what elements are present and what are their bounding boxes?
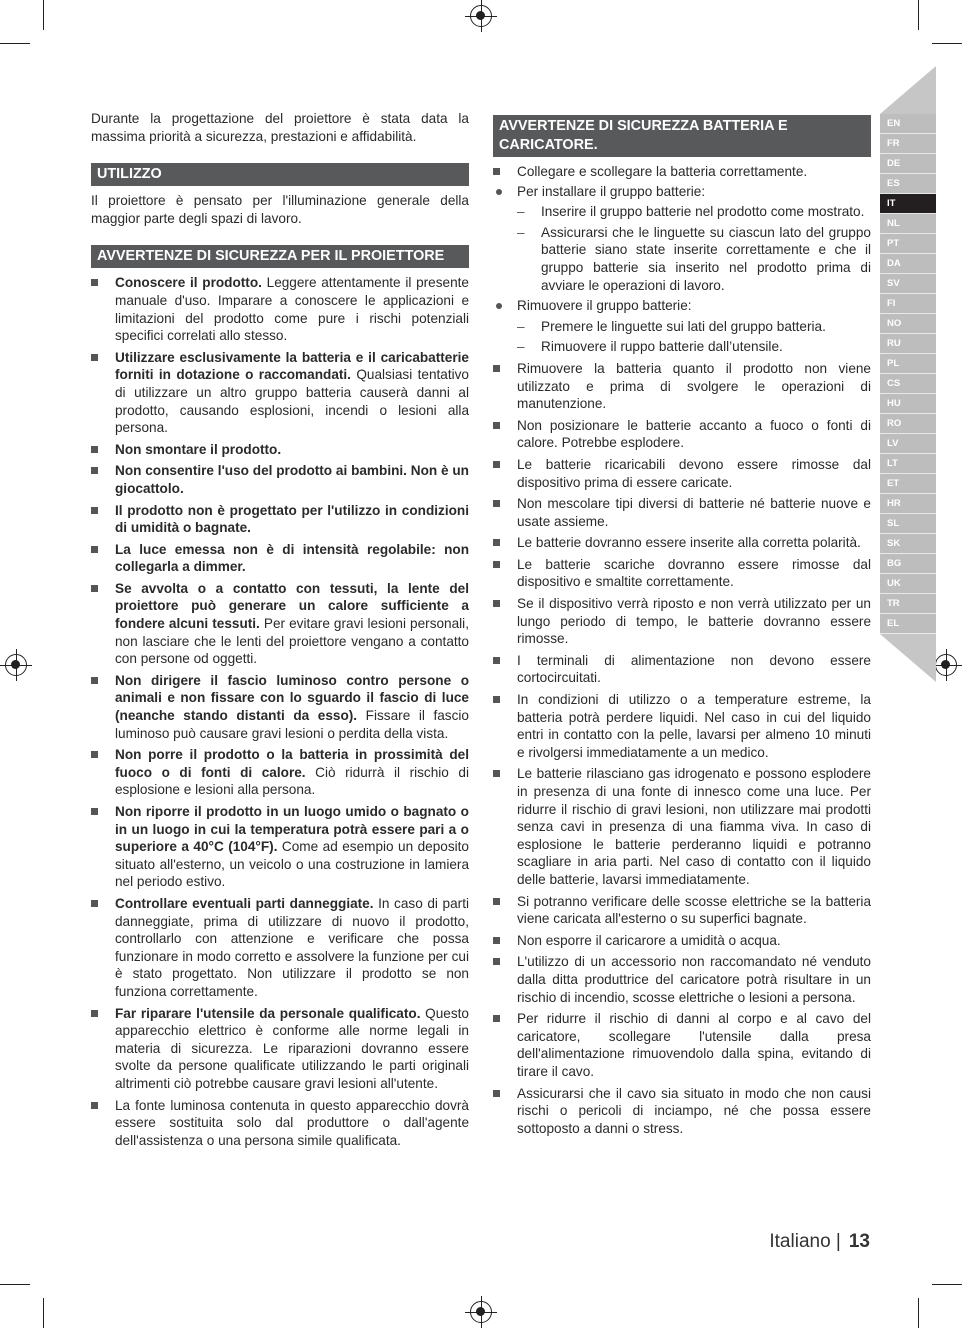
- list-item: Le batterie dovranno essere inserite alla corretta polarità.: [493, 534, 871, 552]
- language-tab-decoration: [880, 634, 936, 682]
- tab-lang-et[interactable]: ET: [880, 474, 936, 494]
- intro-paragraph: Durante la progettazione del proiettore è stata data la massima priorità a sicurezza, prestazioni e affidabilità.: [91, 111, 469, 144]
- crop-mark: [918, 1298, 919, 1328]
- list-item: Si potranno verificare delle scosse elettriche se la batteria viene caricata all'esterno o su superfici bagnate.: [493, 893, 871, 928]
- list-item: Collegare e scollegare la batteria correttamente. Per installare il gruppo batterie: – Inserire il gruppo batterie nel prodotto come mostrato. – Assicurarsi che le linguette su ciascun lato del gruppo batterie siano state inserite correttamente e che il gruppo batterie sia inserito nel prodotto prima di avviare le operazioni di lavoro. Rimuovere il gruppo batterie: – Premere le linguette sui lati del gruppo batteria. – Rimuovere il ruppo batterie dall’utensile.: [493, 163, 871, 356]
- tab-lang-ru[interactable]: RU: [880, 334, 936, 354]
- crop-mark: [0, 1284, 30, 1285]
- tab-lang-hr[interactable]: HR: [880, 494, 936, 514]
- utilizzo-heading: UTILIZZO: [91, 163, 469, 186]
- list-item: Utilizzare esclusivamente la batteria e il caricabatterie forniti in dotazione o raccomandati. Qualsiasi tentativo di utilizzare un altro gruppo batteria causerà danni al prodotto, causando esplosioni, incendi o lesioni alla persona.: [91, 349, 469, 437]
- page-footer: [769, 1231, 870, 1253]
- remove-step: – Rimuovere il ruppo batterie dall’utensile.: [517, 338, 871, 356]
- language-tab-decoration: [880, 66, 936, 114]
- tab-lang-hu[interactable]: HU: [880, 394, 936, 414]
- tab-lang-fi[interactable]: FI: [880, 294, 936, 314]
- list-item: Per ridurre il rischio di danni al corpo e al cavo del caricatore, scollegare l'utensile dalla presa dell'alimentazione rimuovendolo dalla spina, evitando di tirare il cavo.: [493, 1010, 871, 1080]
- tab-lang-da[interactable]: DA: [880, 254, 936, 274]
- battery-safety-list: [493, 163, 871, 1137]
- list-item: Non dirigere il fascio luminoso contro persone o animali e non fissare con lo sguardo il fascio di luce (neanche stando distanti da esso). Fissare il fascio luminoso può causare gravi lesioni o perdita della vista.: [91, 672, 469, 742]
- list-item: In condizioni di utilizzo o a temperature estreme, la batteria potrà perdere liquidi. Nel caso in cui del liquido entri in contatto con la pelle, lavarsi per almeno 10 minuti e rivolgersi immediatamente a un medico.: [493, 691, 871, 761]
- registration-mark-icon: [470, 1301, 492, 1323]
- tab-lang-ro[interactable]: RO: [880, 414, 936, 434]
- install-steps: [493, 203, 871, 294]
- tab-lang-bg[interactable]: BG: [880, 554, 936, 574]
- tab-lang-fr[interactable]: FR: [880, 134, 936, 154]
- crop-mark: [932, 1284, 962, 1285]
- list-item: Far riparare l'utensile da personale qualificato. Questo apparecchio elettrico è conforme alle norme legali in materia di sicurezza. Le riparazioni dovranno essere svolte da persone qualificate utilizzando le parti originali altrimenti ciò potrebbe causare gravi lesioni all'utente.: [91, 1005, 469, 1093]
- right-column: [493, 115, 871, 1141]
- tab-lang-sv[interactable]: SV: [880, 274, 936, 294]
- crop-mark: [43, 1298, 44, 1328]
- tab-lang-no[interactable]: NO: [880, 314, 936, 334]
- install-label: Per installare il gruppo batterie: – Inserire il gruppo batterie nel prodotto come mostrato. – Assicurarsi che le linguette su ciascun lato del gruppo batterie siano state inserite correttamente e che il gruppo batterie sia inserito nel prodotto prima di avviare le operazioni di lavoro.: [493, 183, 871, 295]
- remove-steps: [493, 318, 871, 356]
- tab-lang-sk[interactable]: SK: [880, 534, 936, 554]
- list-item: Assicurarsi che il cavo sia situato in modo che non causi rischi o pericoli di inciampo, né che possa essere sottoposto a danni o stress.: [493, 1085, 871, 1138]
- footer-language: Italiano |: [769, 1231, 841, 1252]
- list-item: Non mescolare tipi diversi di batterie né batterie nuove e usate assieme.: [493, 495, 871, 530]
- tab-lang-en[interactable]: EN: [880, 114, 936, 134]
- tab-lang-es[interactable]: ES: [880, 174, 936, 194]
- projector-safety-heading: AVVERTENZE DI SICUREZZA PER IL PROIETTORE: [91, 245, 469, 268]
- list-item: Il prodotto non è progettato per l'utilizzo in condizioni di umidità o bagnate.: [91, 502, 469, 537]
- utilizzo-paragraph: Il proiettore è pensato per l'illuminazione generale della maggior parte degli spazi di lavoro.: [91, 193, 469, 226]
- install-step: – Inserire il gruppo batterie nel prodotto come mostrato.: [517, 203, 871, 221]
- crop-mark: [918, 0, 919, 30]
- registration-mark-icon: [5, 654, 27, 676]
- tab-lang-it[interactable]: IT: [880, 194, 936, 214]
- list-item: Non smontare il prodotto.: [91, 441, 469, 459]
- tab-lang-de[interactable]: DE: [880, 154, 936, 174]
- list-item: Le batterie rilasciano gas idrogenato e possono esplodere in presenza di una fonte di innesco come una luce. Per ridurre il rischio di gravi lesioni, non utilizzare mai prodotti senza cavi in presenza di una fiamma viva. In caso di esplosione le batterie perderanno liquidi e potranno scagliare in aria parti. Nel caso di contatto con il liquido delle batterie, lavarsi immediatamente.: [493, 765, 871, 888]
- list-item: Rimuovere la batteria quanto il prodotto non viene utilizzato e prima di svolgere le operazioni di manutenzione.: [493, 360, 871, 413]
- tab-lang-cs[interactable]: CS: [880, 374, 936, 394]
- crop-mark: [932, 43, 962, 44]
- left-column: [91, 110, 469, 1153]
- list-item: Non consentire l'uso del prodotto ai bambini. Non è un giocattolo.: [91, 462, 469, 497]
- registration-mark-icon: [470, 5, 492, 27]
- list-item: La fonte luminosa contenuta in questo apparecchio dovrà essere sostituita solo dal produttore o dall'agente dell'assistenza o una persona simile qualificata.: [91, 1097, 469, 1150]
- list-item: Non esporre il caricarore a umidità o acqua.: [493, 932, 871, 950]
- tab-lang-uk[interactable]: UK: [880, 574, 936, 594]
- projector-safety-list: [91, 274, 469, 1149]
- tab-lang-lt[interactable]: LT: [880, 454, 936, 474]
- list-item: Conoscere il prodotto. Leggere attentamente il presente manuale d'uso. Imparare a conoscere le applicazioni e limitazioni del prodotto come pure i rischi potenziali specifici correlati allo stesso.: [91, 274, 469, 344]
- list-item: Non porre il prodotto o la batteria in prossimità del fuoco o di fonti di calore. Ciò ridurrà il rischio di esplosione e lesioni alla persona.: [91, 746, 469, 799]
- tab-lang-pt[interactable]: PT: [880, 234, 936, 254]
- tab-lang-tr[interactable]: TR: [880, 594, 936, 614]
- list-item: I terminali di alimentazione non devono essere cortocircuitati.: [493, 652, 871, 687]
- crop-mark: [43, 0, 44, 30]
- list-item: La luce emessa non è di intensità regolabile: non collegarla a dimmer.: [91, 541, 469, 576]
- tab-lang-nl[interactable]: NL: [880, 214, 936, 234]
- battery-substeps: [493, 183, 871, 356]
- tab-lang-pl[interactable]: PL: [880, 354, 936, 374]
- registration-mark-icon: [935, 654, 957, 676]
- battery-safety-heading: AVVERTENZE DI SICUREZZA BATTERIA E CARICATORE.: [493, 115, 871, 157]
- page-number: 13: [848, 1231, 870, 1252]
- list-item: Se il dispositivo verrà riposto e non verrà utilizzato per un lungo periodo di tempo, le batterie dovranno essere rimosse.: [493, 595, 871, 648]
- tab-lang-lv[interactable]: LV: [880, 434, 936, 454]
- list-item: L'utilizzo di un accessorio non raccomandato né venduto dalla ditta produttrice del caricatore potrà risultare in un rischio di incendio, scosse elettriche o lesioni a persona.: [493, 953, 871, 1006]
- list-item: Controllare eventuali parti danneggiate. In caso di parti danneggiate, prima di utilizzare di nuovo il prodotto, controllarlo con attenzione e verificare che possa funzionare in modo corretto e assolvere la funzione per cui è stato progettato. Non utilizzare il prodotto se non funziona correttamente.: [91, 895, 469, 1001]
- language-tabs: [880, 114, 936, 634]
- install-step: – Assicurarsi che le linguette su ciascun lato del gruppo batterie siano state inserite correttamente e che il gruppo batterie sia inserito nel prodotto prima di avviare le operazioni di lavoro.: [517, 224, 871, 294]
- remove-step: – Premere le linguette sui lati del gruppo batteria.: [517, 318, 871, 336]
- list-item: Le batterie scariche dovranno essere rimosse dal dispositivo e smaltite correttamente.: [493, 556, 871, 591]
- list-item: Non posizionare le batterie accanto a fuoco o fonti di calore. Potrebbe esplodere.: [493, 417, 871, 452]
- remove-label: Rimuovere il gruppo batterie: – Premere le linguette sui lati del gruppo batteria. – Rimuovere il ruppo batterie dall’utensile.: [493, 297, 871, 356]
- tab-lang-sl[interactable]: SL: [880, 514, 936, 534]
- list-item: Se avvolta o a contatto con tessuti, la lente del proiettore può generare un calore sufficiente a fondere alcuni tessuti. Per evitare gravi lesioni personali, non lasciare che le lenti del proiettore vengano a contatto con persone od oggetti.: [91, 580, 469, 668]
- crop-mark: [0, 43, 30, 44]
- list-item: Le batterie ricaricabili devono essere rimosse dal dispositivo prima di essere caricate.: [493, 456, 871, 491]
- tab-lang-el[interactable]: EL: [880, 614, 936, 634]
- list-item: Non riporre il prodotto in un luogo umido o bagnato o in un luogo in cui la temperatura potrà essere pari a o superiore a 40°C (104°F). Come ad esempio un deposito situato all'esterno, un veicolo o una costruzione in lamiera nel periodo estivo.: [91, 803, 469, 891]
